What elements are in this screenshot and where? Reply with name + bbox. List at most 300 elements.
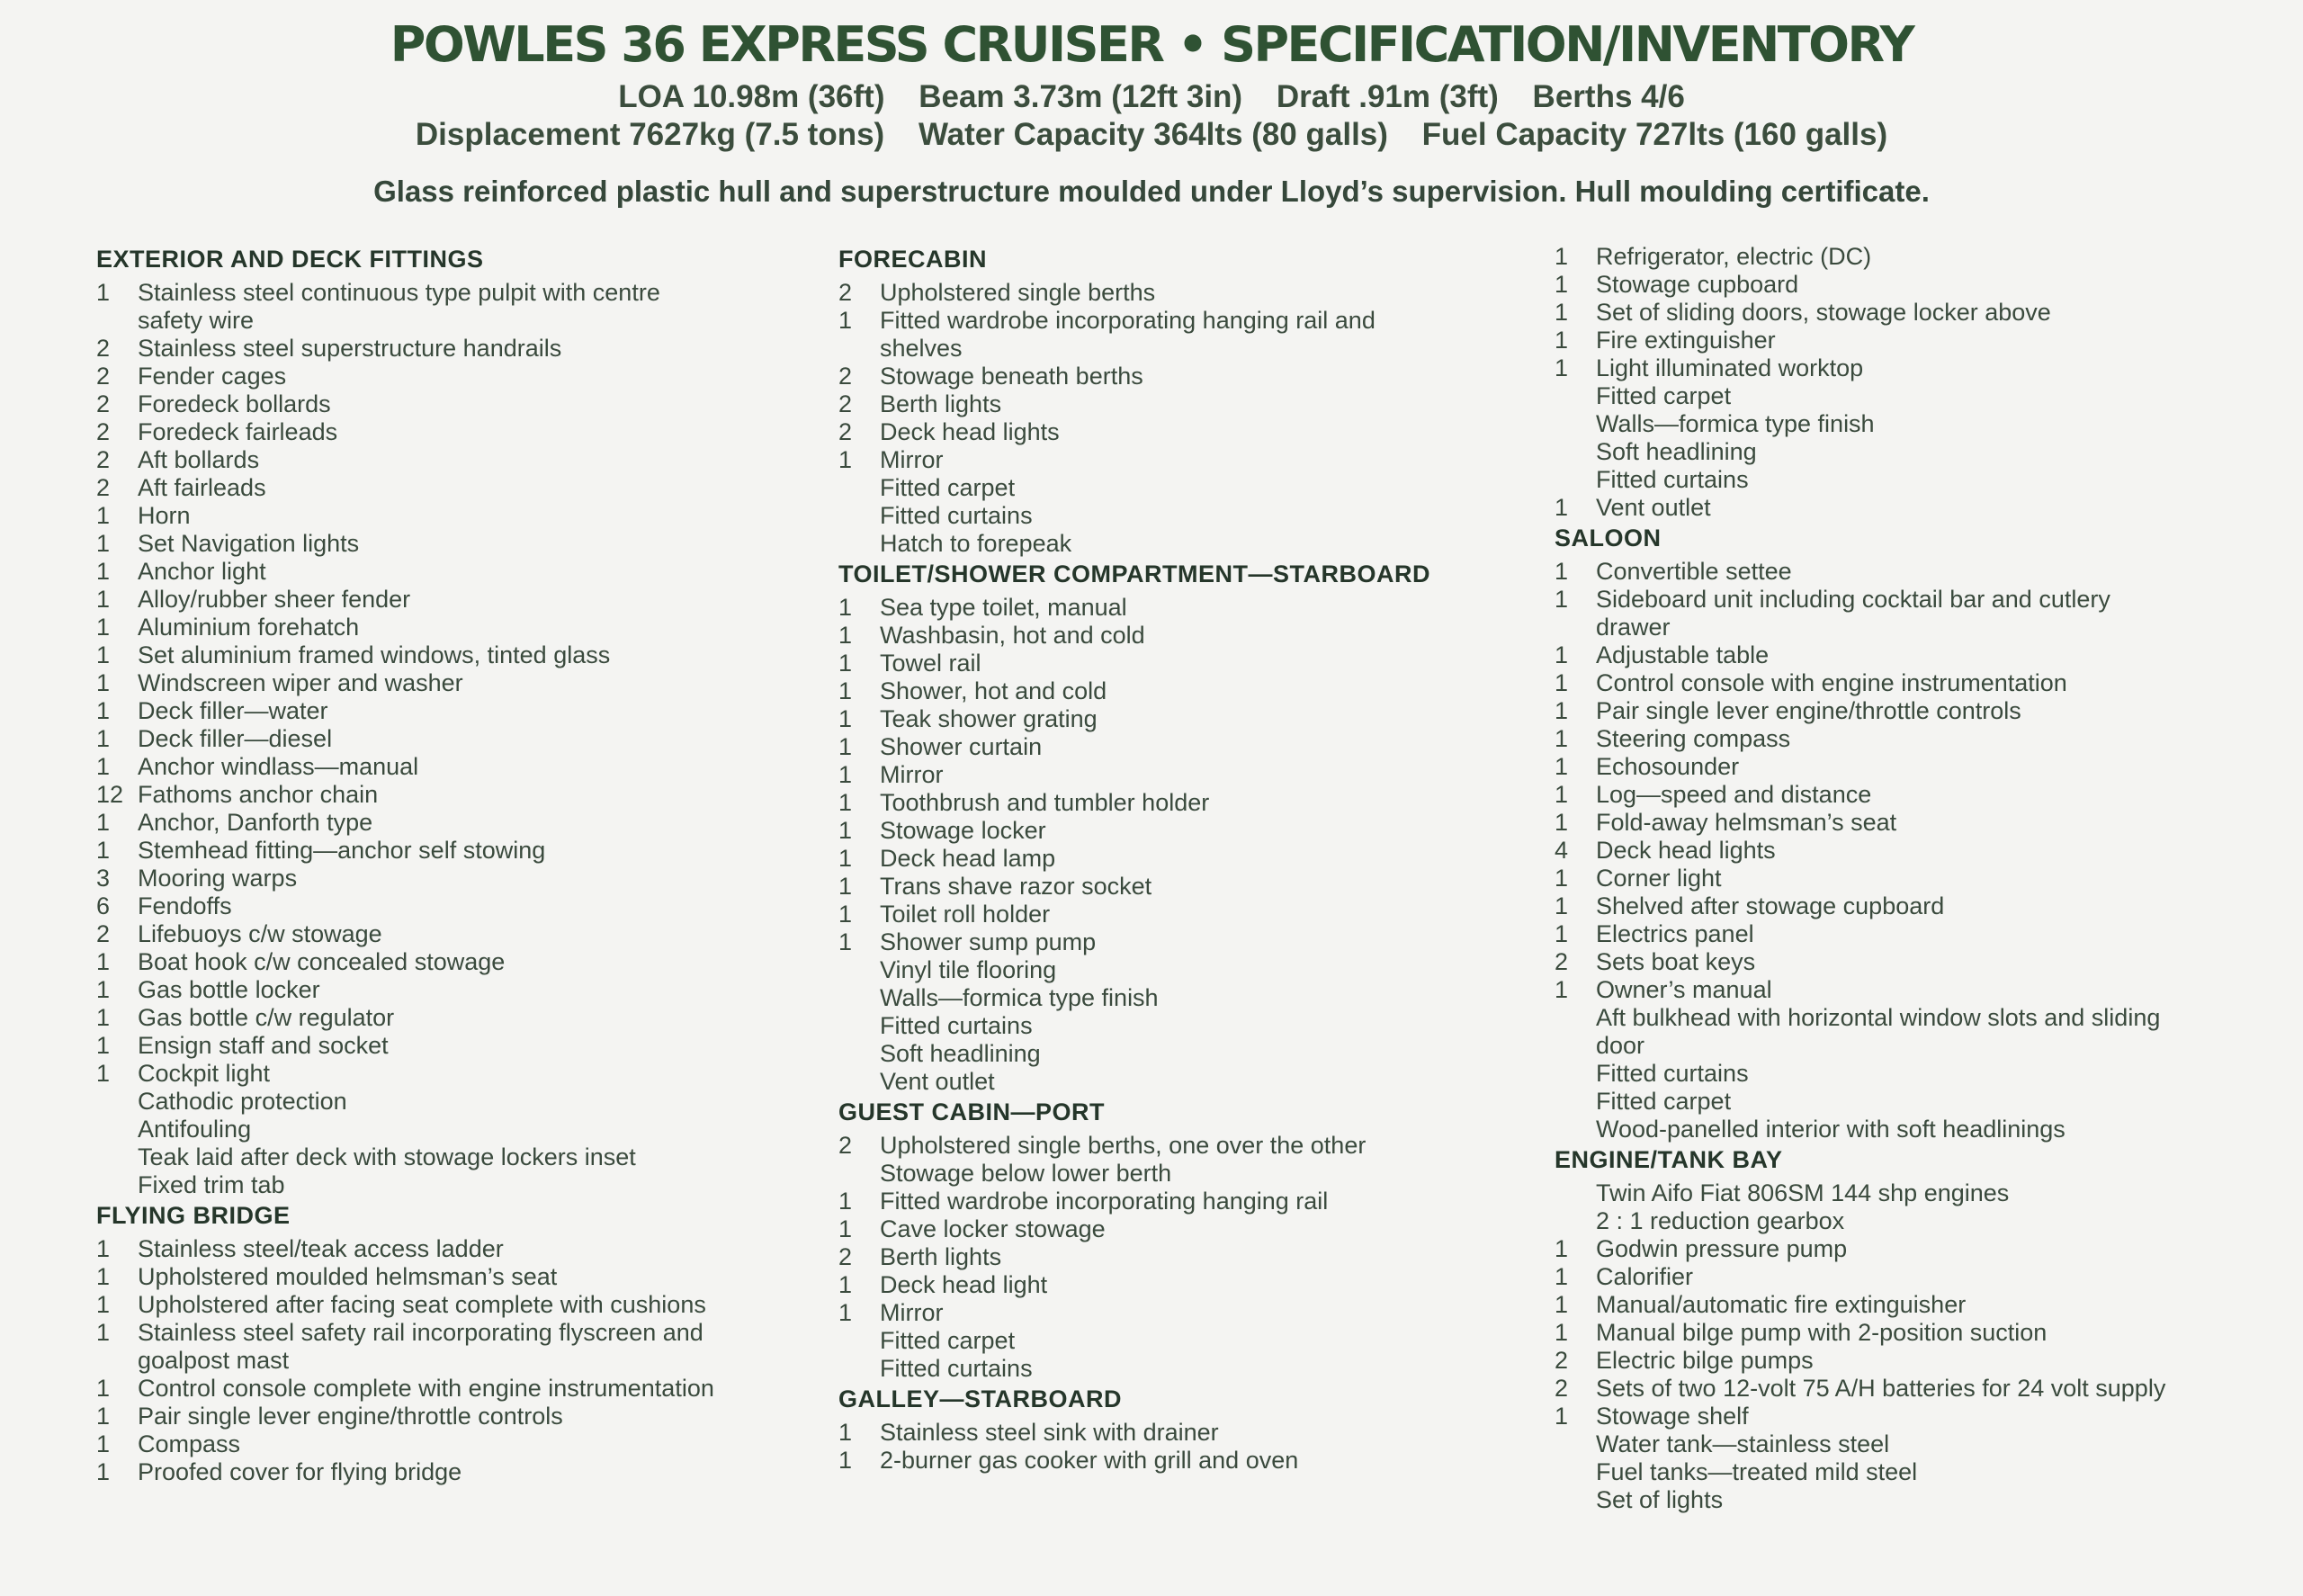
item-description: Gas bottle c/w regulator: [138, 1004, 395, 1031]
inventory-item: [1555, 1430, 2292, 1458]
item-quantity: 1: [96, 586, 111, 613]
item-description: Windscreen wiper and washer: [138, 669, 463, 696]
inventory-item: [96, 1319, 834, 1347]
inventory-item: [96, 1143, 834, 1171]
inventory-item: [838, 474, 1540, 502]
item-quantity: 1: [1555, 494, 1569, 521]
item-description: Echosounder: [1596, 753, 1740, 780]
item-quantity: 2: [96, 474, 111, 501]
inventory-item: [1555, 892, 2292, 920]
inventory-item: [838, 928, 1540, 956]
inventory-item: [96, 865, 834, 892]
inventory-item: [96, 809, 834, 837]
item-quantity: 6: [96, 892, 111, 919]
item-quantity: [838, 1355, 880, 1383]
item-description: Refrigerator, electric (DC): [1596, 243, 1872, 270]
inventory-item: [96, 892, 834, 920]
inventory-item: [838, 1068, 1540, 1096]
item-quantity: 2: [96, 335, 111, 362]
item-description: Ensign staff and socket: [138, 1032, 389, 1059]
item-description: Upholstered single berths: [880, 279, 1156, 306]
item-quantity: 1: [96, 1319, 111, 1346]
inventory-item: [1555, 948, 2292, 976]
item-description: Shelved after stowage cupboard: [1596, 892, 1945, 919]
item-quantity: [838, 956, 880, 984]
inventory-item: [838, 1132, 1540, 1160]
inventory-item: [1555, 1032, 2292, 1060]
item-description: Sets of two 12-volt 75 A/H batteries for 24 volt supply: [1596, 1375, 2166, 1402]
item-quantity: [1555, 466, 1596, 494]
inventory-item: [838, 530, 1540, 558]
item-description: Shower, hot and cold: [880, 677, 1107, 704]
item-quantity: 1: [838, 650, 853, 677]
item-quantity: 2: [1555, 1375, 1569, 1402]
item-quantity: 1: [96, 641, 111, 668]
section-heading: GUEST CABIN—PORT: [838, 1098, 1106, 1125]
item-description: Alloy/rubber sheer fender: [138, 586, 411, 613]
inventory-item: [96, 1088, 834, 1116]
inventory-item: [1555, 725, 2292, 753]
item-description: Stowage beneath berths: [880, 363, 1143, 390]
column-1: [96, 243, 834, 1486]
item-description: Walls—formica type finish: [1596, 410, 1875, 437]
item-description: Set Navigation lights: [138, 530, 360, 557]
inventory-item: [96, 586, 834, 614]
item-description: Mooring warps: [138, 865, 298, 892]
inventory-item: [838, 761, 1540, 789]
item-quantity: 1: [1555, 243, 1569, 270]
item-description: Manual/automatic fire extinguisher: [1596, 1291, 1967, 1318]
item-quantity: 1: [96, 1004, 111, 1031]
item-quantity: [1555, 410, 1596, 438]
inventory-section: [838, 243, 1540, 558]
item-quantity: [96, 1116, 138, 1143]
item-quantity: 1: [1555, 976, 1569, 1003]
inventory-item: [1555, 976, 2292, 1004]
inventory-item: [838, 650, 1540, 677]
item-description: Pair single lever engine/throttle controls: [1596, 697, 2021, 724]
spec-beam: Beam 3.73m (12ft 3in): [919, 79, 1243, 114]
item-quantity: 1: [96, 530, 111, 557]
item-description: shelves: [880, 335, 963, 362]
item-description: Horn: [138, 502, 191, 529]
item-quantity: 1: [838, 845, 853, 872]
item-quantity: 4: [1555, 837, 1569, 864]
item-description: Stowage locker: [880, 817, 1046, 844]
inventory-item: [96, 1347, 834, 1375]
main-specs-line-2: [0, 115, 2303, 155]
item-description: safety wire: [138, 307, 255, 334]
inventory-item: [96, 1291, 834, 1319]
inventory-item: [1555, 327, 2292, 354]
item-quantity: 1: [1555, 809, 1569, 836]
inventory-item: [838, 502, 1540, 530]
item-description: Control console complete with engine instrumentation: [138, 1375, 714, 1402]
section-heading: FORECABIN: [838, 246, 987, 273]
inventory-section: [96, 243, 834, 1199]
item-quantity: 1: [96, 809, 111, 836]
item-description: Fitted curtains: [880, 1012, 1033, 1039]
inventory-item: [1555, 809, 2292, 837]
item-description: Owner’s manual: [1596, 976, 1772, 1003]
spec-displacement: Displacement 7627kg (7.5 tons): [415, 117, 885, 152]
inventory-item: [838, 677, 1540, 705]
inventory-item: [838, 363, 1540, 390]
inventory-item: [1555, 781, 2292, 809]
item-description: Antifouling: [138, 1116, 252, 1143]
item-description: Soft headlining: [880, 1040, 1041, 1067]
item-description: Manual bilge pump with 2-position suction: [1596, 1319, 2048, 1346]
inventory-item: [96, 920, 834, 948]
item-description: Stemhead fitting—anchor self stowing: [138, 837, 546, 864]
inventory-item: [1555, 382, 2292, 410]
item-description: Walls—formica type finish: [880, 984, 1159, 1011]
item-description: Lifebuoys c/w stowage: [138, 920, 382, 947]
inventory-item: [96, 1403, 834, 1430]
inventory-item: [1555, 271, 2292, 299]
item-quantity: 1: [96, 1235, 111, 1262]
item-quantity: 1: [838, 677, 853, 704]
inventory-item: [96, 697, 834, 725]
inventory-item: [838, 1271, 1540, 1299]
item-description: Berth lights: [880, 1243, 1002, 1270]
inventory-item: [838, 817, 1540, 845]
inventory-item: [1555, 1235, 2292, 1263]
item-quantity: 1: [96, 725, 111, 752]
item-quantity: [838, 502, 880, 530]
inventory-item: [1555, 1291, 2292, 1319]
item-quantity: 1: [96, 1403, 111, 1430]
item-description: goalpost mast: [138, 1347, 290, 1374]
inventory-item: [1555, 494, 2292, 522]
item-quantity: 1: [1555, 1291, 1569, 1318]
item-description: Stainless steel safety rail incorporating flyscreen and: [138, 1319, 703, 1346]
item-quantity: 1: [838, 705, 853, 732]
item-description: Fold-away helmsman’s seat: [1596, 809, 1897, 836]
item-description: Fitted wardrobe incorporating hanging rail: [880, 1188, 1329, 1215]
item-quantity: 2: [96, 418, 111, 445]
item-quantity: [838, 1327, 880, 1355]
spec-water-capacity: Water Capacity 364lts (80 galls): [918, 117, 1388, 152]
item-quantity: 1: [1555, 1235, 1569, 1262]
inventory-item: [1555, 1088, 2292, 1116]
item-description: Control console with engine instrumentation: [1596, 669, 2067, 696]
item-description: Boat hook c/w concealed stowage: [138, 948, 506, 975]
item-description: Water tank—stainless steel: [1596, 1430, 1890, 1457]
item-quantity: 1: [1555, 586, 1569, 613]
item-description: Upholstered moulded helmsman’s seat: [138, 1263, 558, 1290]
inventory-item: [838, 335, 1540, 363]
item-description: Mirror: [880, 446, 944, 473]
item-description: door: [1596, 1032, 1645, 1059]
item-quantity: 2: [96, 920, 111, 947]
inventory-item: [96, 1060, 834, 1088]
inventory-section: [96, 1199, 834, 1486]
item-description: Calorifier: [1596, 1263, 1694, 1290]
item-quantity: 1: [96, 1032, 111, 1059]
item-description: Log—speed and distance: [1596, 781, 1872, 808]
item-quantity: 1: [96, 1458, 111, 1485]
item-description: Godwin pressure pump: [1596, 1235, 1848, 1262]
item-description: Washbasin, hot and cold: [880, 622, 1145, 649]
item-description: Upholstered after facing seat complete with cushions: [138, 1291, 706, 1318]
item-quantity: [1555, 1004, 1596, 1032]
item-quantity: [1555, 1088, 1596, 1116]
inventory-item: [1555, 1116, 2292, 1143]
inventory-section: [838, 1383, 1540, 1475]
inventory-section: [1555, 243, 2292, 522]
item-description: Fire extinguisher: [1596, 327, 1776, 354]
item-description: Foredeck fairleads: [138, 418, 338, 445]
inventory-item: [96, 1235, 834, 1263]
inventory-item: [838, 1447, 1540, 1475]
item-description: Fitted curtains: [1596, 466, 1749, 493]
item-description: Set aluminium framed windows, tinted glass: [138, 641, 611, 668]
inventory-item: [838, 1188, 1540, 1215]
item-quantity: 1: [838, 733, 853, 760]
item-quantity: [838, 1040, 880, 1068]
inventory-item: [1555, 697, 2292, 725]
inventory-section: [838, 558, 1540, 1096]
item-quantity: 3: [96, 865, 111, 892]
inventory-item: [1555, 1207, 2292, 1235]
item-quantity: 1: [96, 502, 111, 529]
item-quantity: 1: [838, 928, 853, 955]
inventory-item: [838, 1327, 1540, 1355]
item-quantity: 1: [1555, 753, 1569, 780]
inventory-section: [1555, 522, 2292, 1143]
item-description: Wood-panelled interior with soft headlinings: [1596, 1116, 2066, 1143]
item-quantity: [838, 984, 880, 1012]
inventory-item: [96, 307, 834, 335]
item-description: Deck filler—water: [138, 697, 328, 724]
item-description: Sea type toilet, manual: [880, 594, 1127, 621]
item-description: Toilet roll holder: [880, 901, 1051, 928]
inventory-item: [96, 1375, 834, 1403]
item-quantity: 1: [838, 622, 853, 649]
column-2: [838, 243, 1540, 1475]
inventory-item: [96, 948, 834, 976]
spec-draft: Draft .91m (3ft): [1276, 79, 1499, 114]
item-quantity: [838, 1160, 880, 1188]
inventory-item: [838, 1299, 1540, 1327]
item-quantity: 1: [96, 558, 111, 585]
item-description: Deck head lights: [880, 418, 1060, 445]
inventory-item: [96, 641, 834, 669]
page-title: POWLES 36 EXPRESS CRUISER • SPECIFICATION/INVENTORY: [390, 16, 1913, 73]
item-description: Stainless steel continuous type pulpit with centre: [138, 279, 660, 306]
item-quantity: [838, 474, 880, 502]
item-quantity: [1555, 1116, 1596, 1143]
item-description: Set of sliding doors, stowage locker above: [1596, 299, 2051, 326]
inventory-section: [838, 1096, 1540, 1383]
item-quantity: [96, 1171, 138, 1199]
inventory-item: [96, 279, 834, 307]
inventory-item: [838, 901, 1540, 928]
item-description: Electrics panel: [1596, 920, 1754, 947]
inventory-item: [1555, 753, 2292, 781]
inventory-item: [1555, 410, 2292, 438]
item-description: Vinyl tile flooring: [880, 956, 1057, 983]
item-description: Fender cages: [138, 363, 287, 390]
item-quantity: 1: [96, 1430, 111, 1457]
inventory-item: [838, 307, 1540, 335]
item-quantity: 12: [96, 781, 124, 808]
inventory-item: [1555, 466, 2292, 494]
item-quantity: 1: [1555, 865, 1569, 892]
item-description: Fathoms anchor chain: [138, 781, 379, 808]
inventory-item: [96, 781, 834, 809]
item-quantity: 1: [838, 1419, 853, 1446]
item-quantity: 2: [838, 279, 853, 306]
item-quantity: 1: [1555, 697, 1569, 724]
item-quantity: 1: [1555, 327, 1569, 354]
inventory-item: [838, 789, 1540, 817]
item-description: Fitted curtains: [880, 1355, 1033, 1382]
section-heading: ENGINE/TANK BAY: [1555, 1146, 1783, 1173]
item-description: Sideboard unit including cocktail bar and cutlery: [1596, 586, 2110, 613]
item-quantity: 2: [838, 1132, 853, 1159]
inventory-item: [96, 725, 834, 753]
item-description: Deck head lamp: [880, 845, 1056, 872]
item-description: Fitted curtains: [880, 502, 1033, 529]
item-quantity: 1: [838, 446, 853, 473]
item-quantity: [838, 1068, 880, 1096]
item-description: Fitted carpet: [880, 474, 1016, 501]
item-quantity: 1: [1555, 725, 1569, 752]
inventory-item: [1555, 1347, 2292, 1375]
item-quantity: 1: [96, 948, 111, 975]
item-quantity: 2: [1555, 1347, 1569, 1374]
item-quantity: 2: [96, 390, 111, 417]
inventory-item: [96, 1032, 834, 1060]
item-description: Fixed trim tab: [138, 1171, 285, 1198]
item-description: Cave locker stowage: [880, 1215, 1106, 1242]
inventory-item: [96, 837, 834, 865]
item-quantity: [1555, 1060, 1596, 1088]
item-quantity: 1: [1555, 271, 1569, 298]
item-description: Fitted carpet: [1596, 382, 1732, 409]
item-quantity: 1: [1555, 354, 1569, 381]
item-description: Fendoffs: [138, 892, 232, 919]
item-description: drawer: [1596, 614, 1671, 641]
item-quantity: 2: [96, 363, 111, 390]
item-quantity: [1555, 438, 1596, 466]
item-description: Soft headlining: [1596, 438, 1757, 465]
item-description: Sets boat keys: [1596, 948, 1756, 975]
inventory-item: [96, 1004, 834, 1032]
item-quantity: 1: [838, 1271, 853, 1298]
inventory-item: [1555, 1375, 2292, 1403]
item-quantity: [1555, 1430, 1596, 1458]
inventory-item: [96, 1458, 834, 1486]
item-quantity: 1: [838, 817, 853, 844]
inventory-item: [96, 474, 834, 502]
item-description: Fuel tanks—treated mild steel: [1596, 1458, 1918, 1485]
item-quantity: [1555, 1458, 1596, 1486]
inventory-item: [838, 622, 1540, 650]
item-description: Towel rail: [880, 650, 981, 677]
inventory-item: [96, 614, 834, 641]
inventory-item: [1555, 1403, 2292, 1430]
item-description: Fitted curtains: [1596, 1060, 1749, 1087]
inventory-item: [838, 1040, 1540, 1068]
item-description: Deck head lights: [1596, 837, 1776, 864]
item-quantity: [1555, 1486, 1596, 1514]
item-description: Deck filler—diesel: [138, 725, 333, 752]
item-quantity: 2: [838, 390, 853, 417]
item-description: Hatch to forepeak: [880, 530, 1072, 557]
item-description: Vent outlet: [1596, 494, 1711, 521]
inventory-item: [838, 1243, 1540, 1271]
item-quantity: 1: [96, 837, 111, 864]
inventory-item: [838, 1215, 1540, 1243]
inventory-item: [838, 873, 1540, 901]
inventory-item: [96, 1116, 834, 1143]
inventory-item: [838, 279, 1540, 307]
section-heading: TOILET/SHOWER COMPARTMENT—STARBOARD: [838, 560, 1430, 587]
inventory-item: [1555, 837, 2292, 865]
item-quantity: 1: [96, 976, 111, 1003]
item-quantity: 1: [1555, 558, 1569, 585]
item-quantity: 1: [96, 1291, 111, 1318]
inventory-item: [96, 669, 834, 697]
item-quantity: [1555, 1032, 1596, 1060]
inventory-item: [838, 956, 1540, 984]
item-description: Aft bulkhead with horizontal window slots and sliding: [1596, 1004, 2161, 1031]
item-quantity: [838, 335, 880, 363]
item-quantity: [96, 307, 138, 335]
inventory-item: [1555, 558, 2292, 586]
item-quantity: 1: [96, 614, 111, 641]
inventory-item: [1555, 865, 2292, 892]
item-description: Light illuminated worktop: [1596, 354, 1864, 381]
spec-loa: LOA 10.98m (36ft): [618, 79, 885, 114]
item-quantity: 1: [1555, 1319, 1569, 1346]
inventory-item: [1555, 1458, 2292, 1486]
section-heading: FLYING BRIDGE: [96, 1202, 291, 1229]
inventory-item: [1555, 920, 2292, 948]
item-quantity: 1: [838, 1188, 853, 1215]
inventory-item: [96, 418, 834, 446]
item-quantity: 1: [96, 279, 111, 306]
item-quantity: 1: [1555, 299, 1569, 326]
item-description: Anchor windlass—manual: [138, 753, 419, 780]
item-description: Deck head light: [880, 1271, 1048, 1298]
item-quantity: [96, 1347, 138, 1375]
item-quantity: 2: [838, 1243, 853, 1270]
item-description: Convertible settee: [1596, 558, 1792, 585]
item-quantity: 1: [1555, 892, 1569, 919]
inventory-item: [96, 976, 834, 1004]
inventory-item: [838, 733, 1540, 761]
item-quantity: 1: [838, 1215, 853, 1242]
inventory-item: [1555, 1263, 2292, 1291]
item-description: 2-burner gas cooker with grill and oven: [880, 1447, 1299, 1474]
item-description: Aft bollards: [138, 446, 260, 473]
inventory-item: [1555, 669, 2292, 697]
main-specs-line-1: [0, 77, 2303, 117]
item-description: Cathodic protection: [138, 1088, 347, 1115]
inventory-item: [1555, 1060, 2292, 1088]
item-quantity: [1555, 614, 1596, 641]
item-description: Teak shower grating: [880, 705, 1098, 732]
item-quantity: 1: [1555, 669, 1569, 696]
item-description: Electric bilge pumps: [1596, 1347, 1814, 1374]
item-quantity: [96, 1143, 138, 1171]
item-quantity: 1: [96, 1263, 111, 1290]
inventory-item: [838, 390, 1540, 418]
